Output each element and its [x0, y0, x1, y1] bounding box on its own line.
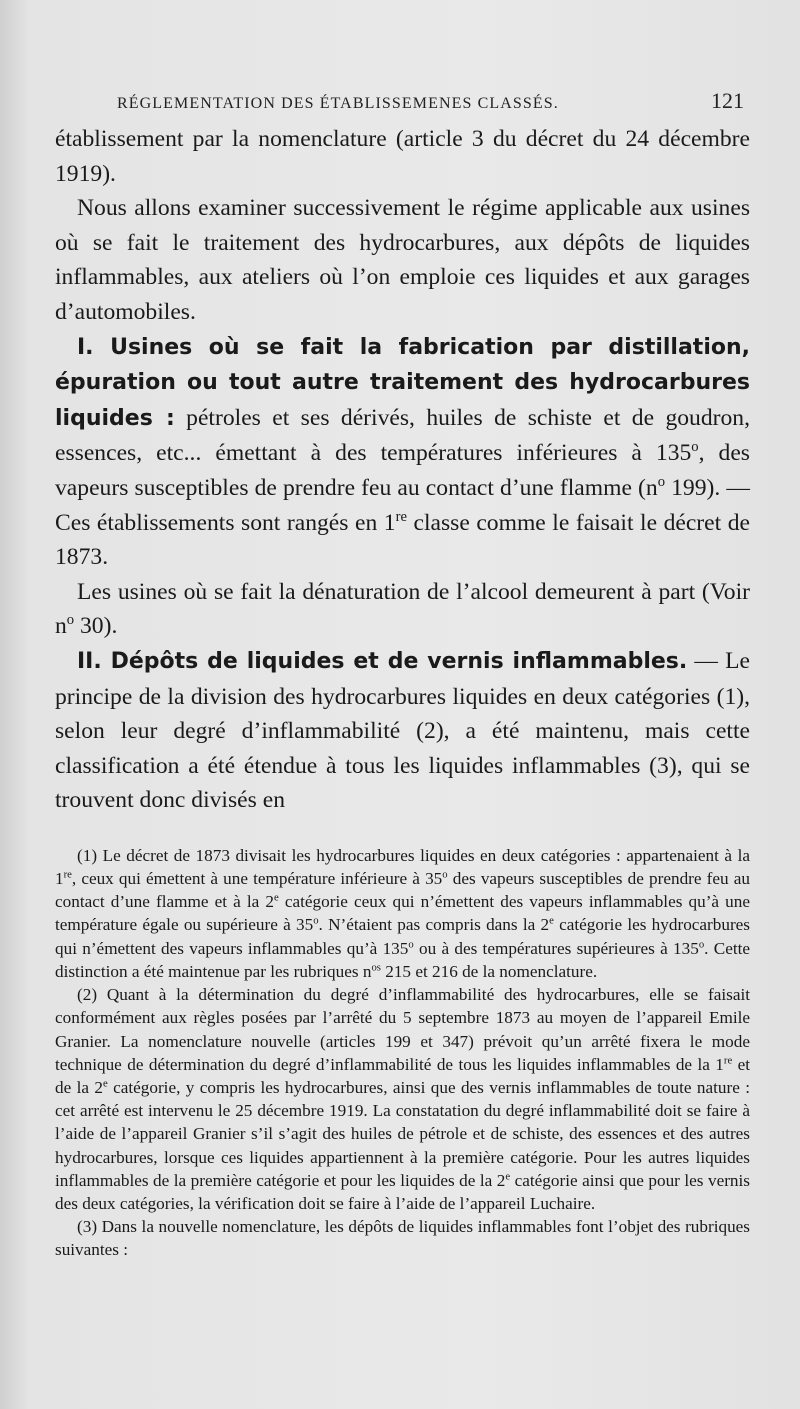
footnotes	[55, 844, 750, 1262]
running-head	[117, 88, 750, 114]
body-text	[55, 122, 750, 818]
page-number: 121	[711, 88, 744, 113]
paragraph-overview: Nous allons examiner successivement le régime applicable aux usines où se fait le traitement des hydrocarbures, aux dépôts de liquides inflammables, aux ateliers où l’on emploie ces liquides et aux garages d’automobiles.	[55, 195, 750, 325]
paragraph-depots: II. Dépôts de liquides et de vernis inflammables. — Le principe de la division des hydrocarbures liquides en deux catégories (1), selon leur degré d’inflammabilité (2), a été maintenu, mais cette classification a été étendue à tous les liquides inflammables (3), qui se trouvent donc divisés en	[55, 647, 750, 814]
footnote-1: (1) Le décret de 1873 divisait les hydrocarbures liquides en deux catégories : appartenaient à la 1re, ceux qui émettent à une température inférieure à 35$^o$ des vapeurs susceptibles de prendre feu au contact d’une flamme et à la 2e catégorie ceux qui n’émettent des vapeurs inflammables qu’à une température égale ou supérieure à 35$^o$. N’étaient pas compris dans la 2e catégorie les hydrocarbures qui n’émettent des vapeurs inflammables qu’à 135$^o$ ou à des températures supérieures à 135$^o$. Cette distinction a été maintenue par les rubriques $n^{os}$ 215 et 216 de la nomenclature.	[55, 845, 751, 981]
footnote-3: (3) Dans la nouvelle nomenclature, les dépôts de liquides inflammables font l’objet des rubriques suivantes :	[55, 1217, 750, 1260]
paragraph-continuation: établissement par la nomenclature (article 3 du décret du 24 décembre 1919).	[55, 126, 750, 187]
paragraph-usines: I. Usines où se fait la fabrication par distillation, épuration ou tout autre traitement des hydrocarbures liquides : pétroles et ses dérivés, huiles de schiste et de goudron, essences, etc... émettant à des températures inférieures à 135$^o$, des vapeurs susceptibles de prendre feu au contact d’une flamme ($n^o$ 199). — Ces établissements sont rangés en 1re classe comme le faisait le décret de 1873.	[55, 334, 750, 571]
running-head-title: RÉGLEMENTATION DES ÉTABLISSEMENES CLASSÉS.	[117, 95, 559, 112]
section-heading-usines: I. Usines où se fait la fabrication par distillation, épuration ou tout autre traitement des hydrocarbures liquides :	[55, 334, 750, 431]
footnote-2: (2) Quant à la détermination du degré d’inflammabilité des hydrocarbures, elle se faisait conformément aux règles posées par l’arrêté du 5 septembre 1873 au moyen de l’appareil Emile Granier. La nomenclature nouvelle (articles 199 et 347) prévoit qu’un arrêté fixera le mode technique de détermination du degré d’inflammabilité de tous les liquides inflammables de la 1re et de la 2e catégorie, y compris les hydrocarbures, ainsi que des vernis inflammables de toute nature : cet arrêté est intervenu le 25 décembre 1919. La constatation du degré inflammabilité doit se faire à l’aide de l’appareil Granier s’il s’agit des huiles de pétrole et de schiste, des essences et des autres hydrocarbures, lorsque ces liquides appartiennent à la première catégorie. Pour les autres liquides inflammables de la première catégorie et pour les liquides de la 2e catégorie ainsi que pour les vernis des deux catégories, la vérification doit se faire à l’aide de l’appareil Luchaire.	[55, 985, 750, 1213]
section-heading-depots: II. Dépôts de liquides et de vernis inflammables.	[77, 648, 688, 674]
paragraph-denaturation: Les usines où se fait la dénaturation de l’alcool demeurent à part (Voir $n^o$ 30).	[55, 578, 750, 640]
